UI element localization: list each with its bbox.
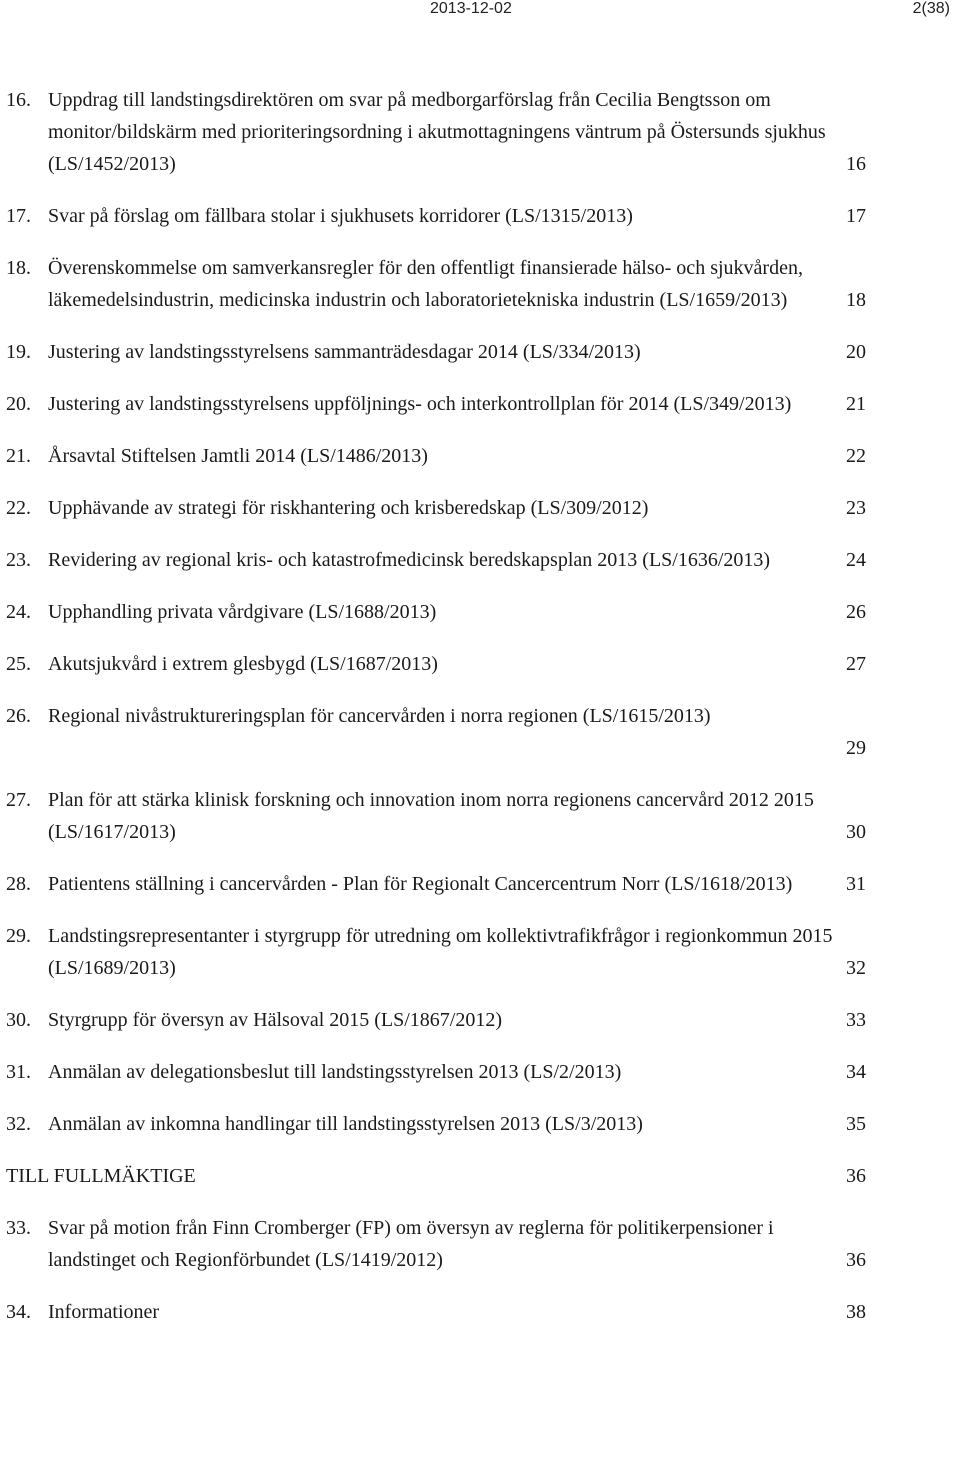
toc-entry-title: Landstingsrepresentanter i styrgrupp för utredning om kollektivtrafikfrågor i regionkommun 2015 (LS/1689/2013) [48,925,833,979]
toc-entry-title: Anmälan av delegationsbeslut till landstingsstyrelsen 2013 (LS/2/2013) [48,1061,622,1083]
toc-entry-number: 20. [6,393,31,415]
toc-entry-page: 27 [846,653,866,675]
toc-entry-title: Patientens ställning i cancervården - Plan för Regionalt Cancercentrum Norr (LS/1618/2013) [48,873,793,895]
toc-entry-number: 31. [6,1061,31,1083]
toc-entry-title: Upphävande av strategi för riskhantering och krisberedskap (LS/309/2012) [48,497,649,519]
toc-entry-number: 27. [6,789,31,811]
toc-entry-number: 16. [6,89,31,111]
page-header [0,0,960,22]
toc-entry [0,440,960,472]
toc-entry-page: 32 [846,957,866,979]
toc-entry [0,920,960,984]
toc-entry-title: Uppdrag till landstingsdirektören om svar på medborgarförslag från Cecilia Bengtsson om monitor/bildskärm med prioriteringsordning i akutmottagningens väntrum på Östersunds sjukhus (LS/1452/2013) [48,89,826,175]
table-of-contents [0,84,960,1348]
toc-entry-title: Upphandling privata vårdgivare (LS/1688/2013) [48,601,437,623]
toc-entry-page: 36 [846,1249,866,1271]
toc-entry-title: Styrgrupp för översyn av Hälsoval 2015 (LS/1867/2012) [48,1009,503,1031]
toc-entry [0,784,960,848]
toc-entry-title: Revidering av regional kris- och katastrofmedicinsk beredskapsplan 2013 (LS/1636/2013) [48,549,771,571]
toc-entry-page: 22 [846,445,866,467]
toc-entry-number: 24. [6,601,31,623]
toc-entry-number: 18. [6,257,31,279]
toc-entry-page: 21 [846,393,866,415]
toc-entry-page: 31 [846,873,866,895]
toc-entry [0,648,960,680]
toc-entry-number: 21. [6,445,31,467]
toc-entry-number: 28. [6,873,31,895]
toc-entry-title: Svar på motion från Finn Cromberger (FP) om översyn av reglerna för politikerpensioner i landstinget och Regionförbundet (LS/1419/2012) [48,1217,774,1271]
toc-entry-page: 33 [846,1009,866,1031]
toc-entry-number: 26. [6,705,31,727]
toc-entry-number: 29. [6,925,31,947]
toc-section-title: TILL FULLMÄKTIGE [6,1165,196,1187]
toc-entry [0,1108,960,1140]
toc-entry-title: Justering av landstingsstyrelsens sammanträdesdagar 2014 (LS/334/2013) [48,341,641,363]
header-page-number: 2(38) [912,0,950,17]
toc-entry-title: Akutsjukvård i extrem glesbygd (LS/1687/2013) [48,653,438,675]
toc-entry-number: 32. [6,1113,31,1135]
toc-entry-page: 34 [846,1061,866,1083]
toc-entry-page: 18 [846,289,866,311]
toc-entry-page: 20 [846,341,866,363]
toc-entry-page: 30 [846,821,866,843]
toc-section-heading [0,1160,960,1192]
toc-entry-title: Svar på förslag om fällbara stolar i sjukhusets korridorer (LS/1315/2013) [48,205,633,227]
toc-entry-page: 36 [846,1165,866,1187]
toc-entry-title: Plan för att stärka klinisk forskning och innovation inom norra regionens cancervård 2012 2015 (LS/1617/2013) [48,789,814,843]
toc-entry-page: 35 [846,1113,866,1135]
toc-entry-number: 30. [6,1009,31,1031]
toc-entry-page: 17 [846,205,866,227]
toc-entry-number: 33. [6,1217,31,1239]
toc-entry [0,388,960,420]
toc-entry [0,868,960,900]
toc-entry [0,700,960,764]
toc-entry [0,492,960,524]
toc-entry [0,336,960,368]
toc-entry-page: 29 [846,737,866,759]
toc-entry [0,1004,960,1036]
toc-entry-number: 22. [6,497,31,519]
toc-entry-number: 19. [6,341,31,363]
toc-entry [0,1212,960,1276]
toc-entry [0,252,960,316]
toc-entry-number: 17. [6,205,31,227]
toc-entry-page: 38 [846,1301,866,1323]
toc-entry-number: 23. [6,549,31,571]
toc-entry-number: 25. [6,653,31,675]
toc-entry-page: 24 [846,549,866,571]
toc-entry [0,596,960,628]
toc-entry-title: Anmälan av inkomna handlingar till landstingsstyrelsen 2013 (LS/3/2013) [48,1113,643,1135]
toc-entry-page: 16 [846,153,866,175]
toc-entry-title: Informationer [48,1301,160,1323]
header-date: 2013-12-02 [430,0,512,17]
toc-entry [0,1296,960,1328]
toc-entry [0,200,960,232]
toc-entry-title: Justering av landstingsstyrelsens uppföljnings- och interkontrollplan för 2014 (LS/349/2013) [48,393,792,415]
toc-entry-number: 34. [6,1301,31,1323]
toc-entry-title: Regional nivåstruktureringsplan för cancervården i norra regionen (LS/1615/2013) [48,705,711,727]
toc-entry [0,544,960,576]
toc-entry [0,84,960,180]
toc-entry-title: Årsavtal Stiftelsen Jamtli 2014 (LS/1486/2013) [48,445,428,467]
toc-entry-page: 23 [846,497,866,519]
toc-entry-page: 26 [846,601,866,623]
toc-entry-title: Överenskommelse om samverkansregler för den offentligt finansierade hälso- och sjukvården, läkemedelsindustrin, medicinska industrin och laboratorietekniska industrin (LS/1659/2013) [48,257,803,311]
toc-entry [0,1056,960,1088]
